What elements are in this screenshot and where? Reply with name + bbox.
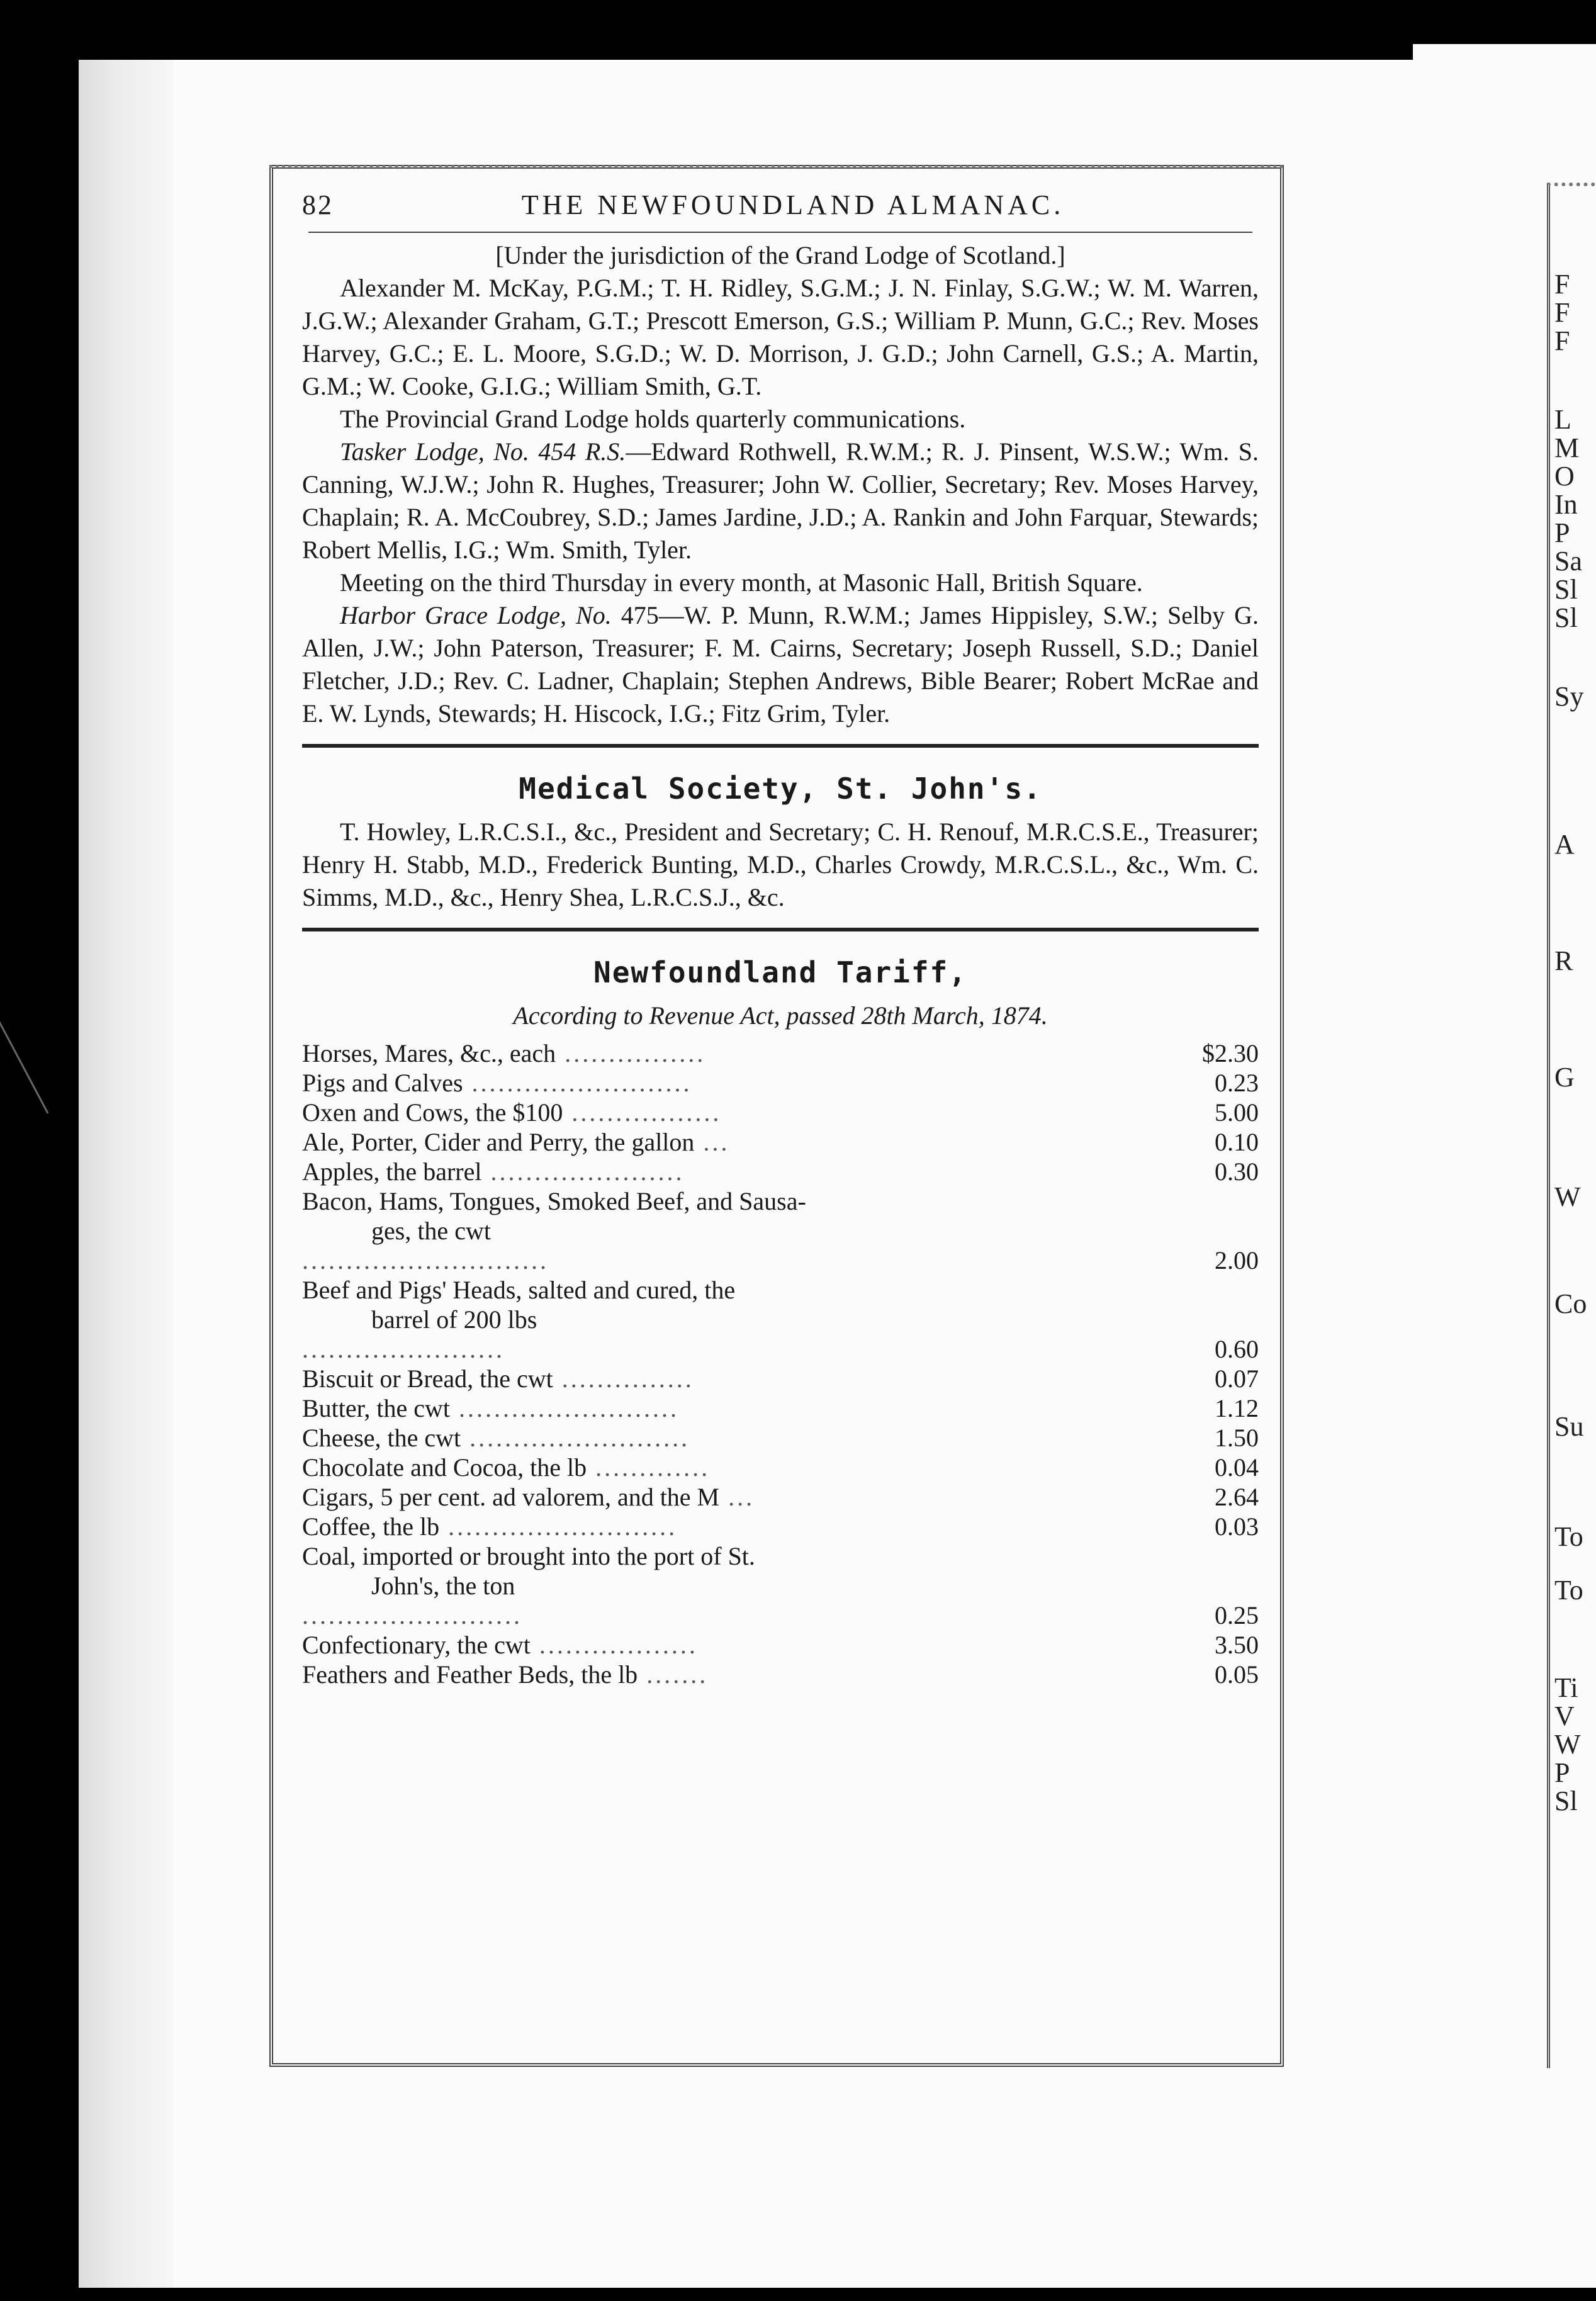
page-number: 82: [302, 189, 334, 220]
tariff-item: [302, 1186, 1164, 1275]
right-page-letter: Sl: [1554, 602, 1578, 633]
tariff-item: [302, 1660, 1164, 1689]
communications-note: The Provincial Grand Lodge holds quarterly communications.: [340, 405, 966, 433]
page-border-ornament: [269, 165, 1284, 173]
tariff-item-rate: 0.10: [1215, 1128, 1259, 1156]
tasker-lodge-entry: [302, 436, 1259, 566]
tariff-row: [302, 1482, 1259, 1512]
dot-leader: ...: [694, 1128, 730, 1156]
medical-society-members: T. Howley, L.R.C.S.I., &c., President and Secretary; C. H. Renouf, M.R.C.S.E., Treasurer; Henry H. Stabb, M.D., Frederick Bunting, M.D., Charles Crowdy, M.R.C.S.L., &c., Wm. C. Simms, M.D., &c., Henry Shea, L.R.C.S.J., &c.: [302, 818, 1259, 911]
tariff-item-label: Coal, imported or brought into the port of St.: [302, 1542, 755, 1570]
tariff-row: [302, 1275, 1259, 1364]
dot-leader: .........................: [461, 1424, 690, 1452]
section-divider: [302, 928, 1259, 931]
tariff-item-rate: 0.03: [1215, 1512, 1259, 1541]
tariff-item-label: Pigs and Calves: [302, 1069, 463, 1097]
tariff-item: [302, 1068, 1164, 1098]
right-page-letter: V: [1554, 1701, 1575, 1731]
tariff-item-rate: 0.04: [1215, 1453, 1259, 1482]
grand-lodge-officers: Alexander M. McKay, P.G.M.; T. H. Ridley, S.G.M.; J. N. Finlay, S.G.W.; W. M. Warren, J.G.W.; Alexander Graham, G.T.; Prescott Emerson, G.S.; William P. Munn, G.C.; Rev. Moses Harvey, G.C.; E. L. Moore, S.G.D.; W. D. Morrison, J. G.D.; John Carnell, G.S.; A. Martin, G.M.; W. Cooke, G.I.G.; William Smith, G.T.: [302, 274, 1259, 400]
tariff-item-label: Beef and Pigs' Heads, salted and cured, the: [302, 1276, 736, 1304]
masonic-section: [302, 239, 1259, 730]
tariff-row: [302, 1453, 1259, 1482]
tariff-item-label: Ale, Porter, Cider and Perry, the gallon: [302, 1128, 695, 1156]
tariff-item-label: Biscuit or Bread, the cwt: [302, 1364, 553, 1393]
tariff-item-label: Oxen and Cows, the $100: [302, 1098, 563, 1127]
dot-leader: .........................: [463, 1069, 692, 1097]
tariff-item-rate: 1.12: [1215, 1394, 1259, 1422]
tariff-item: [302, 1630, 1164, 1660]
tariff-item: [302, 1157, 1164, 1186]
tariff-item: [302, 1423, 1164, 1453]
tariff-row: [302, 1127, 1259, 1157]
tariff-row: [302, 1512, 1259, 1541]
header-rule: [308, 232, 1252, 233]
dot-leader: ............................: [302, 1246, 549, 1274]
tariff-section: [302, 950, 1259, 1689]
tariff-item: [302, 1393, 1164, 1423]
tariff-item-label: Horses, Mares, &c., each: [302, 1039, 556, 1067]
tariff-item-continuation: ges, the cwt: [371, 1217, 491, 1245]
medical-society-title: Medical Society, St. John's.: [519, 772, 1042, 806]
right-page-letter: To: [1554, 1521, 1583, 1552]
dot-leader: ...............: [553, 1364, 694, 1393]
tariff-item-rate: 0.60: [1215, 1335, 1259, 1363]
right-page-letter: G: [1554, 1062, 1575, 1093]
tariff-item: [302, 1482, 1164, 1512]
right-page-letter: F: [1554, 297, 1570, 328]
right-page-letter: To: [1554, 1575, 1583, 1606]
tariff-item-rate: 0.25: [1215, 1601, 1259, 1629]
dot-leader: ..................: [530, 1631, 698, 1659]
tariff-title: Newfoundland Tariff,: [593, 955, 967, 989]
tariff-item-rate: 0.30: [1215, 1157, 1259, 1186]
page-edge: [79, 60, 173, 2288]
tariff-item-rate: 3.50: [1215, 1631, 1259, 1659]
tasker-lodge-name: Tasker Lodge, No. 454 R.S.: [340, 437, 626, 466]
right-page-letter: Sa: [1554, 546, 1582, 577]
tariff-item: [302, 1364, 1164, 1393]
tariff-item: [302, 1275, 1164, 1364]
tariff-item-rate: 1.50: [1215, 1424, 1259, 1452]
running-header: [302, 189, 1259, 227]
tariff-row: [302, 1364, 1259, 1393]
dot-leader: .........................: [450, 1394, 679, 1422]
tariff-item-label: Coffee, the lb: [302, 1512, 440, 1541]
tariff-row: [302, 1541, 1259, 1630]
tariff-item: [302, 1453, 1164, 1482]
scan-smudge: [0, 1007, 48, 1113]
dot-leader: .................: [563, 1098, 722, 1127]
tariff-item-continuation: John's, the ton: [371, 1572, 515, 1600]
dot-leader: .......................: [302, 1335, 505, 1363]
tariff-row: [302, 1393, 1259, 1423]
section-divider: [302, 744, 1259, 748]
right-page-letter: R: [1554, 945, 1573, 976]
dot-leader: .............: [587, 1453, 711, 1482]
right-page-letter: Sy: [1554, 681, 1584, 712]
dot-leader: .......: [638, 1660, 709, 1689]
tariff-row: [302, 1038, 1259, 1068]
tariff-item-rate: 2.64: [1215, 1483, 1259, 1511]
tariff-row: [302, 1423, 1259, 1453]
tasker-meeting-note: Meeting on the third Thursday in every month, at Masonic Hall, British Square.: [340, 568, 1143, 597]
right-page-letter: W: [1554, 1181, 1581, 1212]
tariff-item-rate: 2.00: [1215, 1246, 1259, 1274]
tariff-item: [302, 1038, 1164, 1068]
tariff-item: [302, 1098, 1164, 1127]
harbor-grace-lodge-officers: 475—W. P. Munn, R.W.M.; James Hippisley, S.W.; Selby G. Allen, J.W.; John Paterson, Treasurer; F. M. Cairns, Secretary; Joseph Russell, S.D.; Daniel Fletcher, J.D.; Rev. C. Ladner, Chaplain; Stephen Andrews, Bible Bearer; Robert McRae and E. W. Lynds, Stewards; H. Hiscock, I.G.; Fitz Grim, Tyler.: [302, 601, 1259, 728]
right-page-letter: O: [1554, 461, 1575, 492]
medical-section: [302, 767, 1259, 914]
tariff-row: [302, 1068, 1259, 1098]
tariff-item-label: Cigars, 5 per cent. ad valorem, and the M: [302, 1483, 720, 1511]
tariff-row: [302, 1186, 1259, 1275]
tariff-item-label: Butter, the cwt: [302, 1394, 450, 1422]
right-page-letter: A: [1554, 829, 1575, 860]
right-page-letter: M: [1554, 432, 1580, 463]
tariff-item: [302, 1541, 1164, 1630]
running-title: THE NEWFOUNDLAND ALMANAC.: [521, 189, 1065, 220]
tariff-row: [302, 1157, 1259, 1186]
right-page-letter: P: [1554, 1757, 1570, 1788]
right-page-letter: Co: [1554, 1288, 1587, 1319]
tariff-item-label: Chocolate and Cocoa, the lb: [302, 1453, 587, 1482]
tariff-item-rate: 0.23: [1215, 1069, 1259, 1097]
harbor-grace-lodge-name: Harbor Grace Lodge, No.: [340, 601, 612, 629]
tariff-item-label: Feathers and Feather Beds, the lb: [302, 1660, 638, 1689]
tariff-item: [302, 1127, 1164, 1157]
dot-leader: ................: [556, 1039, 706, 1067]
tariff-item-rate: 0.07: [1215, 1364, 1259, 1393]
right-page-letter: Ti: [1554, 1672, 1578, 1703]
tariff-item-rate: 5.00: [1215, 1098, 1259, 1127]
tariff-item-label: Confectionary, the cwt: [302, 1631, 531, 1659]
right-page-letter: Sl: [1554, 1786, 1578, 1816]
dot-leader: ...: [719, 1483, 755, 1511]
tariff-row: [302, 1098, 1259, 1127]
page-content: [302, 189, 1259, 1689]
tariff-item-label: Cheese, the cwt: [302, 1424, 461, 1452]
jurisdiction-note: [Under the jurisdiction of the Grand Lodge of Scotland.]: [495, 241, 1065, 269]
dot-leader: ......................: [481, 1157, 685, 1186]
tariff-item-continuation: barrel of 200 lbs: [371, 1305, 537, 1334]
tariff-item-rate: $2.30: [1202, 1039, 1259, 1067]
tasker-lodge-officers: —Edward Rothwell, R.W.M.; R. J. Pinsent, W.S.W.; Wm. S. Canning, W.J.W.; John R. Hughes, Treasurer; John W. Collier, Secretary; Rev. Moses Harvey, Chaplain; R. A. McCoubrey, S.D.; James Jardine, J.D.; A. Rankin and John Farquar, Stewards; Robert Mellis, I.G.; Wm. Smith, Tyler.: [302, 437, 1259, 564]
tariff-item-label: Bacon, Hams, Tongues, Smoked Beef, and Sausa-: [302, 1187, 806, 1215]
right-page-letter: F: [1554, 269, 1570, 300]
right-page-letter: In: [1554, 489, 1578, 520]
right-page-letter: F: [1554, 325, 1570, 356]
right-page-letter: W: [1554, 1729, 1581, 1760]
tariff-row: [302, 1660, 1259, 1689]
harbor-grace-lodge-entry: [302, 599, 1259, 730]
tariff-subtitle: According to Revenue Act, passed 28th March, 1874.: [513, 1001, 1048, 1030]
tariff-list: [302, 1038, 1259, 1689]
right-page-letter: Su: [1554, 1411, 1584, 1442]
right-page-letter: P: [1554, 517, 1570, 548]
tariff-item-rate: 0.05: [1215, 1660, 1259, 1689]
dot-leader: ..........................: [439, 1512, 678, 1541]
tariff-item-label: Apples, the barrel: [302, 1157, 482, 1186]
right-page-letter: L: [1554, 404, 1571, 435]
dot-leader: .........................: [302, 1601, 522, 1629]
right-page-letter: Sl: [1554, 574, 1578, 605]
tariff-row: [302, 1630, 1259, 1660]
tariff-item: [302, 1512, 1164, 1541]
